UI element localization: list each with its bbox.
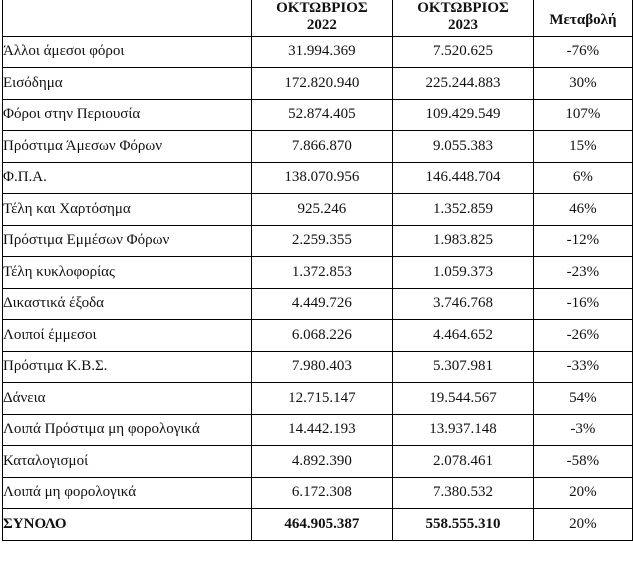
revenue-comparison-table bbox=[2, 0, 633, 541]
value-2022-cell: 2.259.355 bbox=[251, 225, 393, 257]
table-row bbox=[3, 131, 633, 163]
header-month: ΟΚΤΩΒΡΙΟΣ bbox=[276, 0, 368, 17]
value-2022-cell: 1.372.853 bbox=[251, 257, 393, 289]
change-cell: -26% bbox=[533, 320, 632, 352]
value-2022-cell: 4.449.726 bbox=[251, 288, 393, 320]
change-cell: -76% bbox=[533, 36, 632, 68]
table-row bbox=[3, 320, 633, 352]
category-cell: Δάνεια bbox=[3, 383, 252, 415]
category-cell: Πρόστιμα Κ.Β.Σ. bbox=[3, 351, 252, 383]
change-cell: 46% bbox=[533, 194, 632, 226]
value-2023-cell: 1.352.859 bbox=[393, 194, 534, 226]
value-2022-cell: 464.905.387 bbox=[251, 509, 393, 541]
value-2022-cell: 14.442.193 bbox=[251, 414, 393, 446]
change-cell: 107% bbox=[533, 99, 632, 131]
change-cell: 20% bbox=[533, 509, 632, 541]
change-cell: -23% bbox=[533, 257, 632, 289]
value-2023-cell: 1.059.373 bbox=[393, 257, 534, 289]
value-2022-cell: 4.892.390 bbox=[251, 446, 393, 478]
table-row bbox=[3, 257, 633, 289]
change-cell: 6% bbox=[533, 162, 632, 194]
change-cell: 20% bbox=[533, 477, 632, 509]
value-2023-cell: 3.746.768 bbox=[393, 288, 534, 320]
table-row bbox=[3, 351, 633, 383]
value-2022-cell: 7.866.870 bbox=[251, 131, 393, 163]
category-cell: Λοιπά Πρόστιμα μη φορολογικά bbox=[3, 414, 252, 446]
category-cell: Λοιπά μη φορολογικά bbox=[3, 477, 252, 509]
value-2023-cell: 225.244.883 bbox=[393, 68, 534, 100]
value-2023-cell: 1.983.825 bbox=[393, 225, 534, 257]
table-row bbox=[3, 477, 633, 509]
value-2023-cell: 13.937.148 bbox=[393, 414, 534, 446]
table-row bbox=[3, 99, 633, 131]
table-row bbox=[3, 414, 633, 446]
category-cell: ΣΥΝΟΛΟ bbox=[3, 509, 252, 541]
change-cell: -33% bbox=[533, 351, 632, 383]
value-2022-cell: 172.820.940 bbox=[251, 68, 393, 100]
value-2023-cell: 7.380.532 bbox=[393, 477, 534, 509]
category-cell: Φ.Π.Α. bbox=[3, 162, 252, 194]
value-2023-cell: 4.464.652 bbox=[393, 320, 534, 352]
value-2022-cell: 52.874.405 bbox=[251, 99, 393, 131]
change-cell: -58% bbox=[533, 446, 632, 478]
header-october-2023 bbox=[393, 0, 534, 36]
table-row bbox=[3, 446, 633, 478]
value-2022-cell: 6.172.308 bbox=[251, 477, 393, 509]
category-cell: Λοιποί έμμεσοι bbox=[3, 320, 252, 352]
header-month: ΟΚΤΩΒΡΙΟΣ bbox=[417, 0, 509, 17]
header-year: 2022 bbox=[306, 17, 337, 34]
change-cell: 30% bbox=[533, 68, 632, 100]
value-2022-cell: 31.994.369 bbox=[251, 36, 393, 68]
value-2023-cell: 7.520.625 bbox=[393, 36, 534, 68]
category-cell: Άλλοι άμεσοι φόροι bbox=[3, 36, 252, 68]
value-2023-cell: 558.555.310 bbox=[393, 509, 534, 541]
change-cell: -16% bbox=[533, 288, 632, 320]
category-cell: Τέλη κυκλοφορίας bbox=[3, 257, 252, 289]
category-cell: Πρόστιμα Άμεσων Φόρων bbox=[3, 131, 252, 163]
value-2022-cell: 138.070.956 bbox=[251, 162, 393, 194]
table-row bbox=[3, 68, 633, 100]
header-october-2022 bbox=[251, 0, 393, 36]
header-category bbox=[3, 0, 252, 36]
table-row bbox=[3, 162, 633, 194]
value-2023-cell: 146.448.704 bbox=[393, 162, 534, 194]
table-row bbox=[3, 194, 633, 226]
value-2022-cell: 6.068.226 bbox=[251, 320, 393, 352]
table-row bbox=[3, 225, 633, 257]
change-cell: -3% bbox=[533, 414, 632, 446]
header-change: Μεταβολή bbox=[533, 0, 632, 36]
value-2022-cell: 12.715.147 bbox=[251, 383, 393, 415]
table-header-row bbox=[3, 0, 633, 36]
value-2023-cell: 5.307.981 bbox=[393, 351, 534, 383]
category-cell: Δικαστικά έξοδα bbox=[3, 288, 252, 320]
category-cell: Τέλη και Χαρτόσημα bbox=[3, 194, 252, 226]
change-cell: 54% bbox=[533, 383, 632, 415]
change-cell: -12% bbox=[533, 225, 632, 257]
table-row bbox=[3, 288, 633, 320]
value-2022-cell: 7.980.403 bbox=[251, 351, 393, 383]
value-2022-cell: 925.246 bbox=[251, 194, 393, 226]
category-cell: Πρόστιμα Εμμέσων Φόρων bbox=[3, 225, 252, 257]
value-2023-cell: 109.429.549 bbox=[393, 99, 534, 131]
table-row bbox=[3, 383, 633, 415]
value-2023-cell: 19.544.567 bbox=[393, 383, 534, 415]
value-2023-cell: 2.078.461 bbox=[393, 446, 534, 478]
table-row bbox=[3, 36, 633, 68]
table-body bbox=[3, 36, 633, 540]
category-cell: Εισόδημα bbox=[3, 68, 252, 100]
total-row bbox=[3, 509, 633, 541]
category-cell: Φόροι στην Περιουσία bbox=[3, 99, 252, 131]
change-cell: 15% bbox=[533, 131, 632, 163]
category-cell: Καταλογισμοί bbox=[3, 446, 252, 478]
header-year: 2023 bbox=[448, 17, 479, 34]
value-2023-cell: 9.055.383 bbox=[393, 131, 534, 163]
